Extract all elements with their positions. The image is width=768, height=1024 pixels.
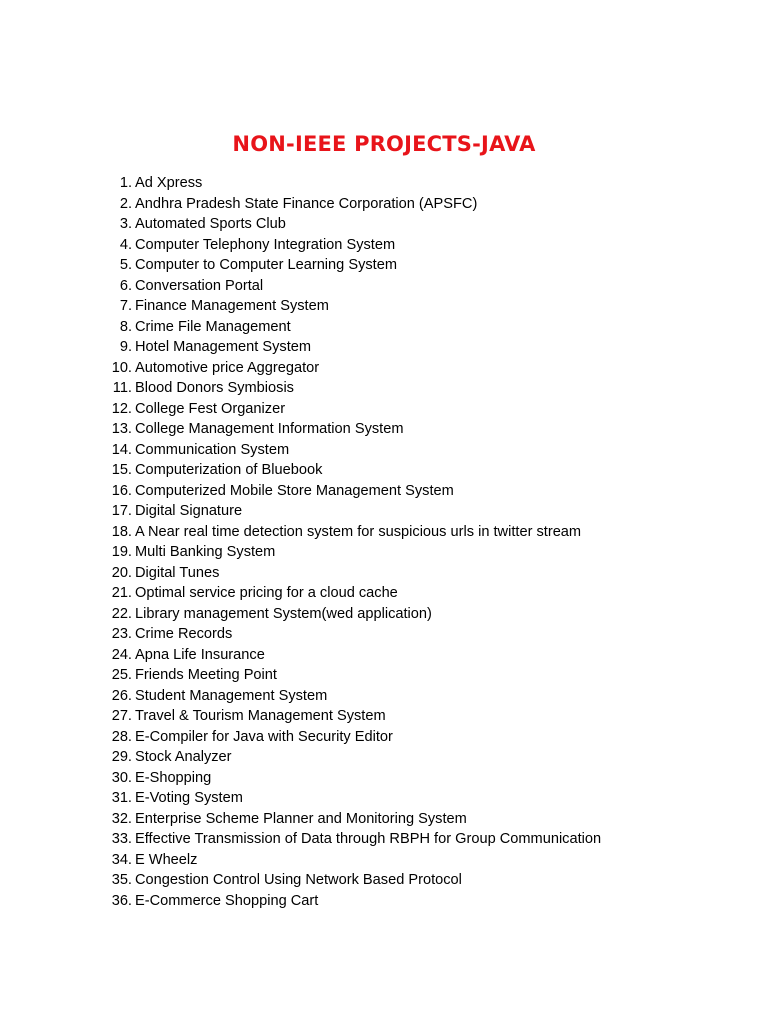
list-item-text: Crime Records <box>135 626 233 642</box>
list-item <box>0 870 768 891</box>
list-item-text: Digital Signature <box>135 503 243 519</box>
list-item <box>0 296 768 317</box>
list-item <box>0 706 768 727</box>
list-item-number: 15. <box>111 462 132 478</box>
list-item <box>0 583 768 604</box>
list-item-number: 29. <box>111 749 132 765</box>
list-item-number: 33. <box>111 831 132 847</box>
list-item <box>0 399 768 420</box>
list-item <box>0 194 768 215</box>
list-item <box>0 645 768 666</box>
list-item <box>0 809 768 830</box>
list-item-number: 36. <box>111 892 132 909</box>
list-item-number: 32. <box>111 810 132 827</box>
list-item <box>0 378 768 399</box>
list-item-text: Enterprise Scheme Planner and Monitoring System <box>135 810 467 827</box>
list-item-text: E Wheelz <box>135 851 198 868</box>
list-item <box>0 460 768 481</box>
list-item-number: 2. <box>119 195 132 212</box>
list-item-number: 28. <box>111 728 132 745</box>
list-item-number: 12. <box>111 400 132 417</box>
list-item-number: 1. <box>119 175 132 191</box>
list-item <box>0 235 768 256</box>
list-item-text: Automotive price Aggregator <box>135 359 320 376</box>
list-item-number: 16. <box>111 482 132 499</box>
list-item-number: 18. <box>111 523 132 540</box>
list-item <box>0 542 768 563</box>
list-item-text: Computerization of Bluebook <box>135 462 323 478</box>
list-item-text: E-Voting System <box>135 790 243 806</box>
list-item-text: Digital Tunes <box>135 564 220 581</box>
list-item-text: Travel & Tourism Management System <box>135 708 386 724</box>
list-item-number: 25. <box>111 667 132 683</box>
list-item <box>0 481 768 502</box>
list-item-number: 26. <box>111 687 132 704</box>
list-item-text: College Management Information System <box>135 421 404 437</box>
list-item-number: 11. <box>112 380 132 396</box>
page-title: NON-IEEE PROJECTS-JAVA <box>232 132 536 156</box>
list-item-number: 9. <box>119 339 132 355</box>
list-item-number: 19. <box>111 544 132 560</box>
list-item <box>0 563 768 584</box>
list-item-number: 23. <box>111 626 132 642</box>
list-item-text: Library management System(wed application) <box>135 605 432 622</box>
list-item-text: Multi Banking System <box>135 544 276 560</box>
list-item-text: E-Compiler for Java with Security Editor <box>135 728 393 745</box>
list-item-text: Effective Transmission of Data through RBPH for Group Communication <box>135 831 602 847</box>
list-item-text: A Near real time detection system for suspicious urls in twitter stream <box>135 523 582 540</box>
list-item <box>0 173 768 194</box>
list-item-number: 7. <box>119 298 132 314</box>
list-item-text: Automated Sports Club <box>135 216 286 232</box>
list-item <box>0 214 768 235</box>
list-item <box>0 440 768 461</box>
list-item-text: Ad Xpress <box>135 175 203 191</box>
list-item <box>0 276 768 297</box>
list-item-text: Optimal service pricing for a cloud cache <box>135 585 398 601</box>
list-item <box>0 850 768 871</box>
list-item-number: 21. <box>111 585 132 601</box>
list-item-number: 8. <box>119 318 132 335</box>
list-item-text: Computer Telephony Integration System <box>135 236 396 253</box>
list-item <box>0 747 768 768</box>
list-item-text: E-Commerce Shopping Cart <box>135 892 319 909</box>
list-item-number: 34. <box>111 851 132 868</box>
list-item-text: Blood Donors Symbiosis <box>135 380 294 396</box>
list-item-text: Finance Management System <box>135 298 329 314</box>
list-item-text: Congestion Control Using Network Based Protocol <box>135 872 462 888</box>
list-item-number: 24. <box>111 646 132 663</box>
list-item <box>0 255 768 276</box>
list-item <box>0 665 768 686</box>
list-item-number: 20. <box>111 564 132 581</box>
list-item-text: Communication System <box>135 441 290 458</box>
list-item <box>0 419 768 440</box>
list-item-number: 31. <box>111 790 132 806</box>
list-item-text: Crime File Management <box>135 318 291 335</box>
list-item <box>0 768 768 789</box>
list-item <box>0 501 768 522</box>
list-item <box>0 788 768 809</box>
list-item <box>0 891 768 912</box>
list-item <box>0 522 768 543</box>
list-item-number: 13. <box>111 421 132 437</box>
list-item-text: Friends Meeting Point <box>135 667 277 683</box>
list-item-number: 27. <box>111 708 132 724</box>
list-item <box>0 829 768 850</box>
list-item <box>0 604 768 625</box>
list-item-text: Stock Analyzer <box>135 749 232 765</box>
list-item <box>0 686 768 707</box>
list-item-number: 5. <box>119 257 132 273</box>
list-item-text: Student Management System <box>135 687 328 704</box>
list-item-number: 35. <box>111 872 132 888</box>
list-item-text: E-Shopping <box>135 769 212 786</box>
list-item-number: 17. <box>111 503 132 519</box>
list-item <box>0 358 768 379</box>
list-item-text: Conversation Portal <box>135 277 264 294</box>
list-item-text: College Fest Organizer <box>135 400 286 417</box>
list-item-number: 14. <box>111 441 132 458</box>
list-item-text: Apna Life Insurance <box>135 646 265 663</box>
list-item-number: 6. <box>119 277 132 294</box>
list-item <box>0 317 768 338</box>
project-list <box>0 173 768 911</box>
list-item-number: 22. <box>111 605 132 622</box>
list-item-text: Andhra Pradesh State Finance Corporation (APSFC) <box>135 195 478 212</box>
list-item <box>0 727 768 748</box>
list-item-number: 3. <box>119 216 132 232</box>
list-item <box>0 624 768 645</box>
list-item-text: Hotel Management System <box>135 339 312 355</box>
list-item-number: 10. <box>111 359 132 376</box>
list-item-number: 30. <box>111 769 132 786</box>
list-item <box>0 337 768 358</box>
list-item-text: Computer to Computer Learning System <box>135 257 397 273</box>
list-item-number: 4. <box>119 236 132 253</box>
list-item-text: Computerized Mobile Store Management System <box>135 482 454 499</box>
